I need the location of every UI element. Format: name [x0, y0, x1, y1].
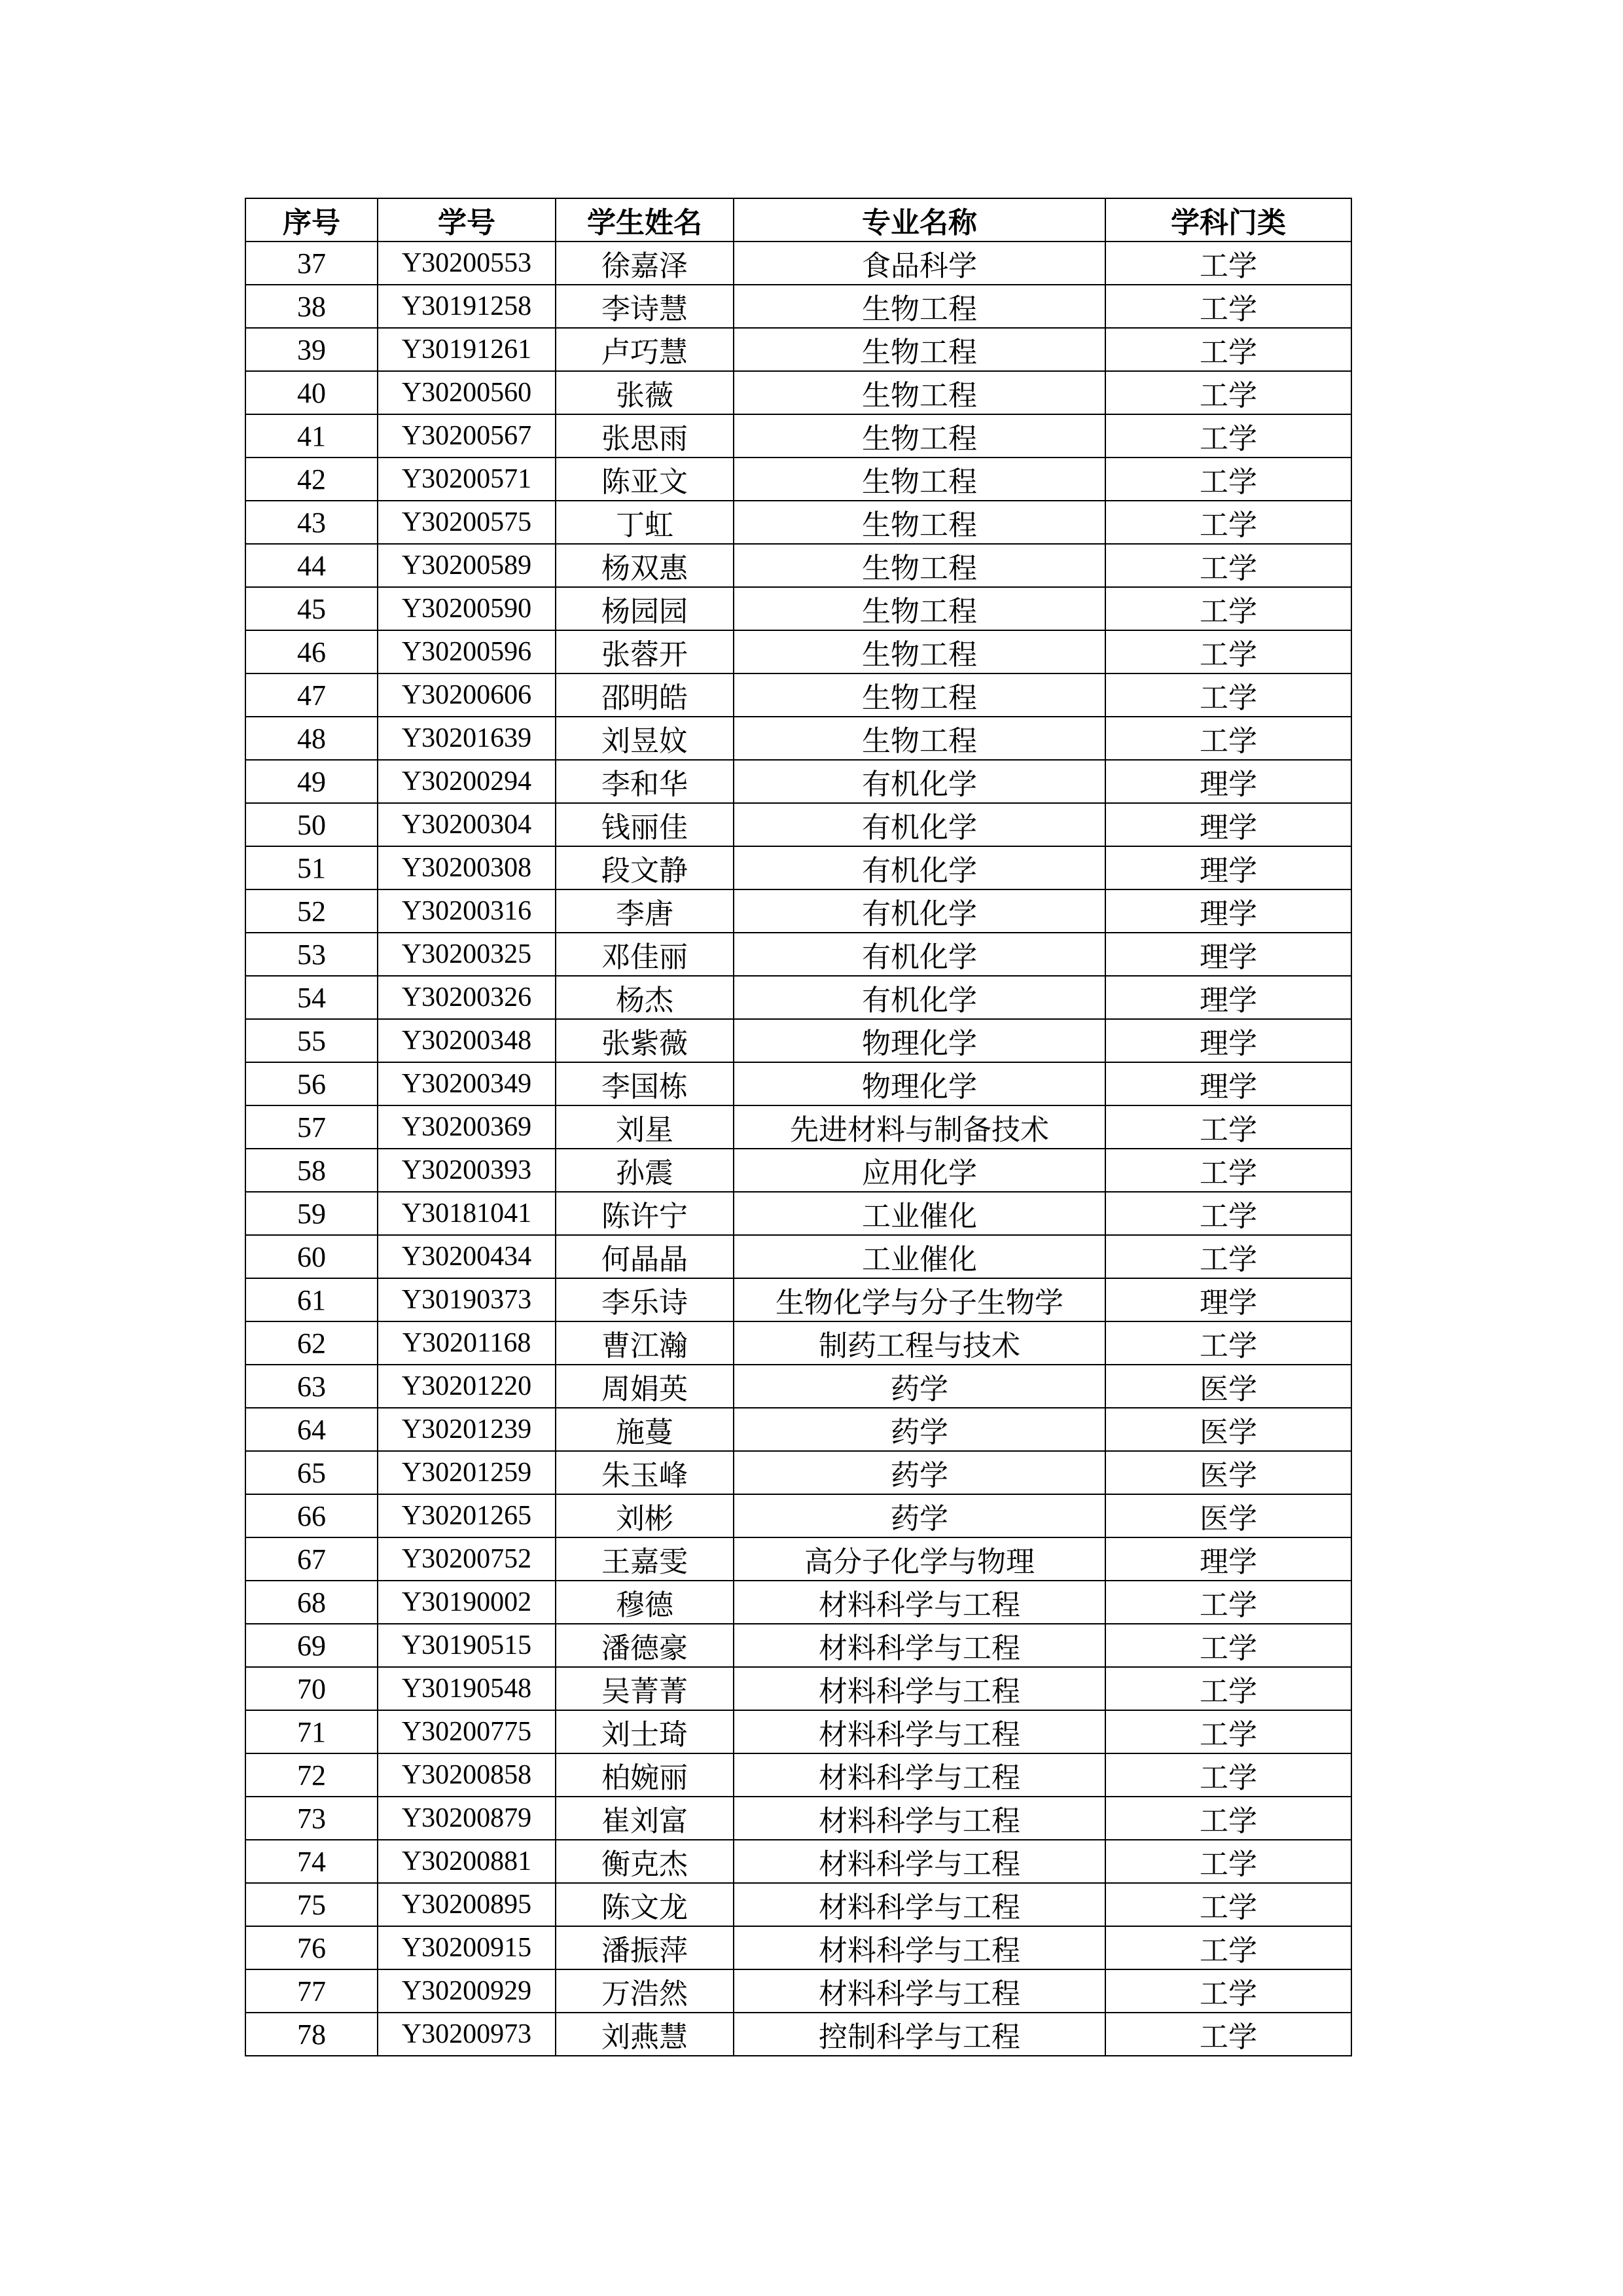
cell-student-name: 邓佳丽 [556, 933, 734, 976]
cell-student-id: Y30200434 [378, 1235, 556, 1278]
table-row [245, 1321, 1351, 1365]
cell-discipline-category: 理学 [1105, 803, 1351, 846]
table-body [245, 242, 1351, 2056]
cell-student-name: 周娟英 [556, 1365, 734, 1408]
table-row [245, 1883, 1351, 1926]
cell-major-name: 材料科学与工程 [734, 1797, 1105, 1840]
cell-student-name: 刘士琦 [556, 1710, 734, 1753]
cell-discipline-category: 工学 [1105, 587, 1351, 630]
table-row [245, 1840, 1351, 1883]
table-row [245, 1451, 1351, 1494]
cell-discipline-category: 工学 [1105, 328, 1351, 371]
cell-major-name: 有机化学 [734, 846, 1105, 889]
cell-student-id: Y30200571 [378, 457, 556, 501]
cell-major-name: 有机化学 [734, 889, 1105, 933]
cell-student-name: 杨园园 [556, 587, 734, 630]
cell-discipline-category: 工学 [1105, 673, 1351, 717]
cell-student-name: 穆德 [556, 1581, 734, 1624]
cell-discipline-category: 工学 [1105, 285, 1351, 328]
cell-student-id: Y30200369 [378, 1105, 556, 1149]
cell-major-name: 材料科学与工程 [734, 1710, 1105, 1753]
cell-serial-number: 46 [245, 630, 378, 673]
cell-student-id: Y30200575 [378, 501, 556, 544]
table-row [245, 1797, 1351, 1840]
cell-discipline-category: 工学 [1105, 414, 1351, 457]
cell-major-name: 生物工程 [734, 544, 1105, 587]
cell-student-name: 衡克杰 [556, 1840, 734, 1883]
cell-major-name: 材料科学与工程 [734, 1667, 1105, 1710]
cell-serial-number: 62 [245, 1321, 378, 1365]
cell-student-id: Y30200775 [378, 1710, 556, 1753]
table-row [245, 1019, 1351, 1062]
table-row [245, 1062, 1351, 1105]
cell-serial-number: 77 [245, 1969, 378, 2013]
cell-student-id: Y30190373 [378, 1278, 556, 1321]
cell-discipline-category: 工学 [1105, 371, 1351, 414]
cell-student-id: Y30190002 [378, 1581, 556, 1624]
cell-student-id: Y30200349 [378, 1062, 556, 1105]
table-row [245, 1494, 1351, 1537]
table-row [245, 630, 1351, 673]
table-row [245, 1624, 1351, 1667]
table-row [245, 717, 1351, 760]
cell-discipline-category: 理学 [1105, 933, 1351, 976]
cell-student-id: Y30201639 [378, 717, 556, 760]
cell-serial-number: 67 [245, 1537, 378, 1581]
cell-student-name: 张思雨 [556, 414, 734, 457]
cell-serial-number: 61 [245, 1278, 378, 1321]
cell-student-id: Y30201259 [378, 1451, 556, 1494]
cell-student-id: Y30200348 [378, 1019, 556, 1062]
cell-major-name: 药学 [734, 1494, 1105, 1537]
cell-student-id: Y30200316 [378, 889, 556, 933]
cell-discipline-category: 工学 [1105, 242, 1351, 285]
cell-discipline-category: 理学 [1105, 1062, 1351, 1105]
header-discipline-category: 学科门类 [1105, 198, 1351, 242]
cell-student-name: 段文静 [556, 846, 734, 889]
cell-major-name: 材料科学与工程 [734, 1840, 1105, 1883]
cell-serial-number: 76 [245, 1926, 378, 1969]
cell-discipline-category: 理学 [1105, 760, 1351, 803]
cell-discipline-category: 医学 [1105, 1494, 1351, 1537]
cell-student-id: Y30191261 [378, 328, 556, 371]
cell-student-id: Y30200553 [378, 242, 556, 285]
cell-student-name: 朱玉峰 [556, 1451, 734, 1494]
table-row [245, 1581, 1351, 1624]
cell-serial-number: 48 [245, 717, 378, 760]
cell-student-name: 陈亚文 [556, 457, 734, 501]
table-row [245, 328, 1351, 371]
cell-student-id: Y30200973 [378, 2013, 556, 2056]
cell-discipline-category: 工学 [1105, 1624, 1351, 1667]
header-student-name: 学生姓名 [556, 198, 734, 242]
table-header [245, 198, 1351, 242]
table-row [245, 501, 1351, 544]
cell-serial-number: 73 [245, 1797, 378, 1840]
cell-student-id: Y30200304 [378, 803, 556, 846]
table-row [245, 1235, 1351, 1278]
cell-student-name: 刘星 [556, 1105, 734, 1149]
cell-student-name: 陈许宁 [556, 1192, 734, 1235]
cell-student-id: Y30190515 [378, 1624, 556, 1667]
cell-student-id: Y30201265 [378, 1494, 556, 1537]
cell-student-id: Y30191258 [378, 285, 556, 328]
cell-serial-number: 49 [245, 760, 378, 803]
cell-student-name: 万浩然 [556, 1969, 734, 2013]
cell-discipline-category: 工学 [1105, 457, 1351, 501]
cell-major-name: 材料科学与工程 [734, 1581, 1105, 1624]
cell-discipline-category: 理学 [1105, 976, 1351, 1019]
cell-serial-number: 74 [245, 1840, 378, 1883]
cell-serial-number: 69 [245, 1624, 378, 1667]
cell-student-id: Y30190548 [378, 1667, 556, 1710]
cell-student-id: Y30200879 [378, 1797, 556, 1840]
cell-serial-number: 54 [245, 976, 378, 1019]
cell-discipline-category: 工学 [1105, 1969, 1351, 2013]
student-roster-table [245, 198, 1352, 2056]
cell-discipline-category: 工学 [1105, 501, 1351, 544]
cell-major-name: 材料科学与工程 [734, 1969, 1105, 2013]
cell-student-id: Y30200915 [378, 1926, 556, 1969]
cell-student-name: 钱丽佳 [556, 803, 734, 846]
cell-student-name: 刘燕慧 [556, 2013, 734, 2056]
table-row [245, 889, 1351, 933]
table-row [245, 1192, 1351, 1235]
cell-serial-number: 37 [245, 242, 378, 285]
cell-student-name: 李国栋 [556, 1062, 734, 1105]
cell-major-name: 生物工程 [734, 457, 1105, 501]
cell-student-id: Y30200929 [378, 1969, 556, 2013]
table-row [245, 457, 1351, 501]
cell-student-name: 徐嘉泽 [556, 242, 734, 285]
cell-major-name: 物理化学 [734, 1062, 1105, 1105]
table-row [245, 1365, 1351, 1408]
cell-student-id: Y30200895 [378, 1883, 556, 1926]
cell-student-name: 李乐诗 [556, 1278, 734, 1321]
cell-major-name: 生物工程 [734, 630, 1105, 673]
cell-major-name: 先进材料与制备技术 [734, 1105, 1105, 1149]
cell-discipline-category: 理学 [1105, 1019, 1351, 1062]
cell-serial-number: 39 [245, 328, 378, 371]
table-row [245, 285, 1351, 328]
cell-major-name: 材料科学与工程 [734, 1624, 1105, 1667]
cell-serial-number: 58 [245, 1149, 378, 1192]
cell-discipline-category: 工学 [1105, 1883, 1351, 1926]
table-row [245, 587, 1351, 630]
cell-serial-number: 50 [245, 803, 378, 846]
cell-major-name: 材料科学与工程 [734, 1883, 1105, 1926]
cell-serial-number: 68 [245, 1581, 378, 1624]
cell-major-name: 物理化学 [734, 1019, 1105, 1062]
table-row [245, 1149, 1351, 1192]
cell-student-id: Y30181041 [378, 1192, 556, 1235]
cell-student-name: 王嘉雯 [556, 1537, 734, 1581]
cell-student-name: 李唐 [556, 889, 734, 933]
cell-discipline-category: 工学 [1105, 1235, 1351, 1278]
cell-student-name: 张蓉开 [556, 630, 734, 673]
table-row [245, 1753, 1351, 1797]
cell-major-name: 有机化学 [734, 803, 1105, 846]
cell-student-name: 何晶晶 [556, 1235, 734, 1278]
cell-serial-number: 66 [245, 1494, 378, 1537]
cell-student-name: 刘昱妏 [556, 717, 734, 760]
table-row [245, 1926, 1351, 1969]
table-row [245, 933, 1351, 976]
header-serial-number: 序号 [245, 198, 378, 242]
cell-serial-number: 47 [245, 673, 378, 717]
cell-serial-number: 72 [245, 1753, 378, 1797]
cell-student-name: 陈文龙 [556, 1883, 734, 1926]
cell-serial-number: 59 [245, 1192, 378, 1235]
cell-serial-number: 71 [245, 1710, 378, 1753]
cell-major-name: 生物工程 [734, 501, 1105, 544]
cell-discipline-category: 理学 [1105, 1537, 1351, 1581]
cell-discipline-category: 理学 [1105, 846, 1351, 889]
cell-student-id: Y30200752 [378, 1537, 556, 1581]
cell-student-id: Y30200589 [378, 544, 556, 587]
cell-major-name: 工业催化 [734, 1192, 1105, 1235]
cell-serial-number: 42 [245, 457, 378, 501]
cell-major-name: 生物工程 [734, 414, 1105, 457]
cell-major-name: 食品科学 [734, 242, 1105, 285]
cell-major-name: 药学 [734, 1451, 1105, 1494]
cell-major-name: 药学 [734, 1365, 1105, 1408]
cell-discipline-category: 工学 [1105, 1192, 1351, 1235]
cell-major-name: 有机化学 [734, 760, 1105, 803]
cell-major-name: 药学 [734, 1408, 1105, 1451]
table-row [245, 1278, 1351, 1321]
cell-serial-number: 70 [245, 1667, 378, 1710]
cell-major-name: 工业催化 [734, 1235, 1105, 1278]
cell-major-name: 有机化学 [734, 976, 1105, 1019]
cell-student-id: Y30200326 [378, 976, 556, 1019]
cell-student-name: 崔刘富 [556, 1797, 734, 1840]
cell-student-id: Y30201239 [378, 1408, 556, 1451]
cell-discipline-category: 医学 [1105, 1451, 1351, 1494]
cell-discipline-category: 工学 [1105, 717, 1351, 760]
cell-student-name: 潘德豪 [556, 1624, 734, 1667]
cell-student-id: Y30200560 [378, 371, 556, 414]
cell-discipline-category: 工学 [1105, 1926, 1351, 1969]
cell-discipline-category: 工学 [1105, 1149, 1351, 1192]
table-row [245, 1667, 1351, 1710]
cell-student-id: Y30200294 [378, 760, 556, 803]
cell-student-name: 施蔓 [556, 1408, 734, 1451]
cell-major-name: 生物工程 [734, 371, 1105, 414]
table-row [245, 1710, 1351, 1753]
table-row [245, 673, 1351, 717]
cell-discipline-category: 工学 [1105, 630, 1351, 673]
cell-discipline-category: 医学 [1105, 1408, 1351, 1451]
cell-serial-number: 45 [245, 587, 378, 630]
cell-student-name: 丁虹 [556, 501, 734, 544]
cell-serial-number: 40 [245, 371, 378, 414]
cell-discipline-category: 工学 [1105, 1581, 1351, 1624]
cell-student-name: 孙震 [556, 1149, 734, 1192]
cell-serial-number: 75 [245, 1883, 378, 1926]
cell-student-name: 柏婉丽 [556, 1753, 734, 1797]
cell-student-id: Y30200567 [378, 414, 556, 457]
cell-discipline-category: 工学 [1105, 2013, 1351, 2056]
table-row [245, 544, 1351, 587]
cell-major-name: 控制科学与工程 [734, 2013, 1105, 2056]
cell-student-id: Y30200596 [378, 630, 556, 673]
cell-serial-number: 65 [245, 1451, 378, 1494]
table-row [245, 242, 1351, 285]
cell-student-id: Y30200308 [378, 846, 556, 889]
table-row [245, 1537, 1351, 1581]
cell-discipline-category: 工学 [1105, 1321, 1351, 1365]
cell-serial-number: 51 [245, 846, 378, 889]
cell-major-name: 生物工程 [734, 285, 1105, 328]
cell-student-id: Y30200325 [378, 933, 556, 976]
cell-serial-number: 78 [245, 2013, 378, 2056]
header-student-id: 学号 [378, 198, 556, 242]
cell-student-id: Y30200590 [378, 587, 556, 630]
cell-discipline-category: 工学 [1105, 1797, 1351, 1840]
cell-major-name: 高分子化学与物理 [734, 1537, 1105, 1581]
cell-major-name: 应用化学 [734, 1149, 1105, 1192]
cell-serial-number: 57 [245, 1105, 378, 1149]
cell-discipline-category: 理学 [1105, 889, 1351, 933]
cell-serial-number: 60 [245, 1235, 378, 1278]
cell-serial-number: 44 [245, 544, 378, 587]
table-row [245, 414, 1351, 457]
cell-discipline-category: 工学 [1105, 1105, 1351, 1149]
cell-discipline-category: 工学 [1105, 544, 1351, 587]
cell-discipline-category: 工学 [1105, 1667, 1351, 1710]
cell-discipline-category: 工学 [1105, 1710, 1351, 1753]
cell-discipline-category: 工学 [1105, 1753, 1351, 1797]
cell-student-name: 潘振萍 [556, 1926, 734, 1969]
cell-student-name: 刘彬 [556, 1494, 734, 1537]
cell-student-id: Y30200393 [378, 1149, 556, 1192]
table-row [245, 1969, 1351, 2013]
cell-serial-number: 55 [245, 1019, 378, 1062]
cell-student-name: 杨双惠 [556, 544, 734, 587]
cell-discipline-category: 理学 [1105, 1278, 1351, 1321]
cell-major-name: 材料科学与工程 [734, 1926, 1105, 1969]
cell-student-name: 曹江瀚 [556, 1321, 734, 1365]
cell-student-name: 张紫薇 [556, 1019, 734, 1062]
cell-major-name: 生物工程 [734, 587, 1105, 630]
table-row [245, 803, 1351, 846]
cell-serial-number: 53 [245, 933, 378, 976]
cell-serial-number: 52 [245, 889, 378, 933]
cell-major-name: 制药工程与技术 [734, 1321, 1105, 1365]
cell-student-id: Y30201220 [378, 1365, 556, 1408]
cell-student-id: Y30200881 [378, 1840, 556, 1883]
table-row [245, 371, 1351, 414]
cell-serial-number: 63 [245, 1365, 378, 1408]
cell-student-name: 邵明皓 [556, 673, 734, 717]
cell-student-id: Y30200606 [378, 673, 556, 717]
table-row [245, 1105, 1351, 1149]
cell-discipline-category: 医学 [1105, 1365, 1351, 1408]
cell-student-name: 李诗慧 [556, 285, 734, 328]
cell-student-name: 卢巧慧 [556, 328, 734, 371]
cell-student-id: Y30201168 [378, 1321, 556, 1365]
cell-major-name: 生物工程 [734, 717, 1105, 760]
cell-major-name: 生物化学与分子生物学 [734, 1278, 1105, 1321]
table-row [245, 976, 1351, 1019]
cell-serial-number: 41 [245, 414, 378, 457]
header-major-name: 专业名称 [734, 198, 1105, 242]
cell-serial-number: 43 [245, 501, 378, 544]
table-row [245, 846, 1351, 889]
cell-student-name: 李和华 [556, 760, 734, 803]
cell-serial-number: 56 [245, 1062, 378, 1105]
cell-student-name: 吴菁菁 [556, 1667, 734, 1710]
cell-major-name: 有机化学 [734, 933, 1105, 976]
table-row [245, 1408, 1351, 1451]
table-row [245, 760, 1351, 803]
cell-major-name: 生物工程 [734, 673, 1105, 717]
header-row [245, 198, 1351, 242]
cell-student-name: 张薇 [556, 371, 734, 414]
cell-major-name: 材料科学与工程 [734, 1753, 1105, 1797]
cell-student-name: 杨杰 [556, 976, 734, 1019]
cell-discipline-category: 工学 [1105, 1840, 1351, 1883]
cell-major-name: 生物工程 [734, 328, 1105, 371]
cell-serial-number: 38 [245, 285, 378, 328]
cell-serial-number: 64 [245, 1408, 378, 1451]
table-row [245, 2013, 1351, 2056]
cell-student-id: Y30200858 [378, 1753, 556, 1797]
